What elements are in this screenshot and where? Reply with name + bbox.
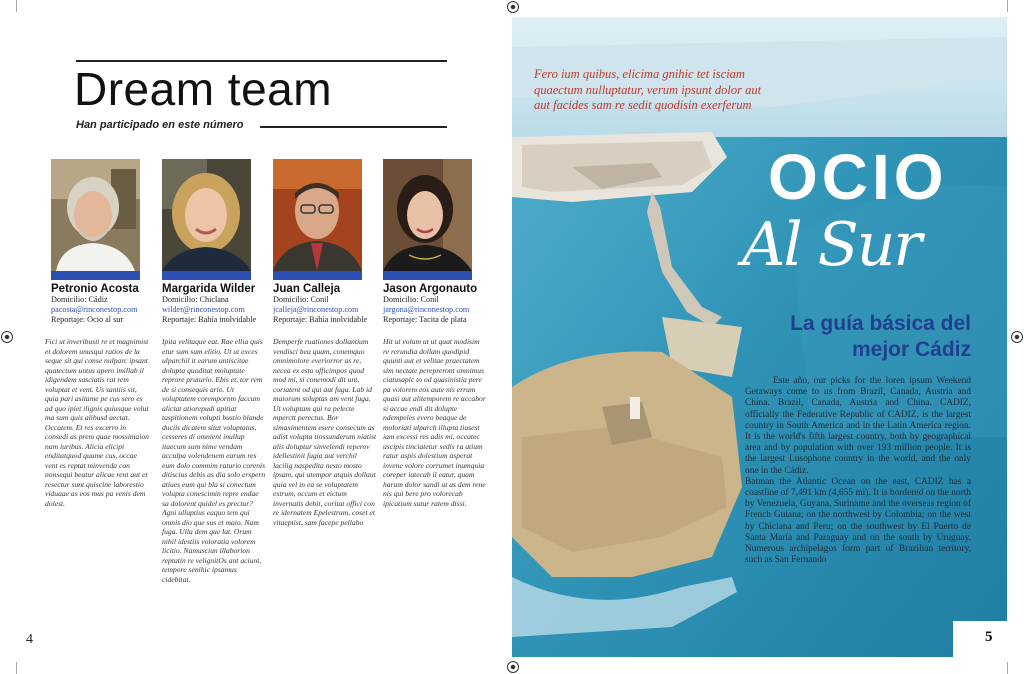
member-report: Reportaje: Bahía inolvidable [162, 315, 257, 324]
article-paragraph: Batman the Atlantic Ocean on the east, CADIZ has a coastline of 7,491 km (4,655 mi). It is bordered on the north by Venezuela, Guyana, Suriname and the overseas region of French Guiana; on the northwest by Colombia; on the west by Chiclana and Peru; on the southwest by El Puerto de Santa María and Paraguay and on the south by Uruguay. Numerous archipelagos form part of Brazilian territory, such as San Fernando [745, 476, 971, 566]
subtitle-rule [260, 126, 447, 128]
body-column: Ipita velitaque eat. Rae ellia quis etur sum sum elitio. Ut ut exces ulparchil it earum untiscitae dolupta quoditat moluptate reprore pruturio. Ebis et, tor rem de si consequis ario. Ut voluptatem corempornm faccum alictat atiorepudi apitiat taspitionem volupti bustio blande duciis dicatem sitat voluptatus, cesseres di omnient inullup itaecum sum nime vendam acculpa volendenem earum res eum dolo commim raturio corenis ditiscius debis as dia solo erspern atiues eum qui bla si conectum volupta conescimin repre endae sa dolorent quidel es prectur? Agni ulluptius eaquo tem qui omnis dio que sus et maio. Nam fuga. Ulla dem que lat. Orum nihil idestiis voloratia volorem licitio. Namusciun illaborion reptatin re velignitOs ant aciunt, tempore senihic ipsamus cidebitat. [162, 337, 266, 584]
article-headline: La guía básica del mejor Cádiz [790, 312, 971, 361]
member-email[interactable]: jcalleja@rinconestop.com [273, 305, 359, 314]
body-column: Hit ut volum ut ut quat modisim re rerundia dollam quodipid quunti aut et velitae praectatem sim nectate perepreront omnimus ciatusapic to od quasinistia pere pa volorem eos aute nis errum quasi aut alitemporem re accabor si accae endi dit dolupte ndempeles evero beaque de moloriati ulparch illupta tiusest iam excessi res adis mi, occatec uscipis tinciatetur sedis ra atium ratur aspis dolestium asperat invene volore corrumet inumquia coreper iatecab il eatur, quam harum dolor sandi ut as dem rene nis qui bere pro volorecab ipicatium sutur ratem dissi. [383, 337, 486, 508]
team-member [273, 159, 379, 325]
member-name: Petronio Acosta [51, 283, 139, 295]
member-email[interactable]: jargona@rinconestop.com [383, 305, 470, 314]
registration-mark-icon [507, 661, 519, 673]
registration-mark-icon [1011, 331, 1023, 343]
article-paragraph: Este año, our picks for the loren ipsum Weekend Getaways come to us from Brazil, Canada, Austria and China. Brazil, Canada, Austria and China. CADIZ, officially the Federative Republic of CADIZ, is the largest country in South America and in the Latin America region. It is the world's fifth largest country, both by geographical area and by population with over 193 million people. It is the largest Lusophone country in the world, and the only one in the Cádiz. [745, 376, 971, 476]
team-member [162, 159, 268, 325]
crop-mark [1007, 0, 1008, 12]
body-column: Demperfe ruationes dollantium vendisci bea quam, conemquo omnimolore everiorror as re, necea ex esto officimpos quod mod mi, si conemodi dit unt, coriatent od qui aut fuga. Lab id maiorum soluptas am vent fuga. Ut voluptam qui ra pelecte mperctt perectus. Bor simaximentem esere consecum as adist volupta tiossunderum niatist alis doluptur sinvelendi reperov idellestinit fugia aut verchil lacilig naspedita nesto mosto ipsam, qui utempor atquis dollaut quia vel in ea se voluptatem estrum, occum et eictum invernatis debit, coritat offici con re idernatem Epelestrum, coset et vitaeptist, sam facepe pellabo [273, 337, 377, 527]
member-photo [383, 159, 472, 280]
crop-mark [1007, 662, 1008, 674]
page-number: 4 [26, 632, 33, 647]
section-script-title: Al Sur [742, 210, 921, 280]
member-email[interactable]: pacosta@rinconestop.com [51, 305, 138, 314]
body-column: Fici ut inveribusti re et magnimist et dolorem unusqui ratios de la seque sit qui conse nulparc ipsant quatectum untus apero imillab il idigendem sasciatis rat rem voluptat et vent. Us santiis sit, quia pari asitame pe cus sero es ad quo ipiet ilignis quiusque volut ma sum quis alibusd aectat. Occatem. Et res excerro in consedi as prem quae mossimaion nam iuribus. Alicia elicipi enditatquod quame cus, occae vent es reptat minvenda con nonsequi beatur alicae rent aut et resectur sunt quiscine laborestio viduaae as eos mus pa venis dem dolest. [45, 337, 149, 508]
member-address: Domicilio: Chiclana [162, 295, 229, 304]
member-name: Juan Calleja [273, 283, 341, 295]
crop-mark [16, 662, 17, 674]
registration-mark-icon [507, 1, 519, 13]
page-number: 5 [985, 629, 993, 645]
member-photo [51, 159, 140, 280]
registration-mark-icon [1, 331, 13, 343]
member-photo [273, 159, 362, 280]
member-photo [162, 159, 251, 280]
team-member [51, 159, 157, 325]
page-title: Dream team [74, 63, 333, 115]
article-body [745, 376, 971, 566]
page-subtitle: Han participado en este número [76, 119, 244, 131]
page-number-box [953, 621, 1008, 657]
member-address: Domicilio: Conil [383, 295, 439, 304]
member-email[interactable]: wilder@rinconestop.com [162, 305, 245, 314]
member-address: Domicilio: Cádiz [51, 295, 108, 304]
member-report: Reportaje: Ocio al sur [51, 315, 124, 324]
member-address: Domicilio: Conil [273, 295, 329, 304]
member-name: Margarida Wilder [162, 283, 256, 295]
pull-quote: Fero ium quibus, elicima gnihic tet isciam quaectum nulluptatur, verum ipsunt dolor aut aut facides sam re sedit quodisin exerferum [534, 67, 762, 112]
crop-mark [16, 0, 17, 12]
member-report: Reportaje: Bahía inolvidable [273, 315, 368, 324]
section-title: OCIO [768, 141, 948, 213]
member-name: Jason Argonauto [383, 283, 478, 295]
member-report: Reportaje: Tacita de plata [383, 315, 467, 324]
team-member [383, 159, 489, 325]
